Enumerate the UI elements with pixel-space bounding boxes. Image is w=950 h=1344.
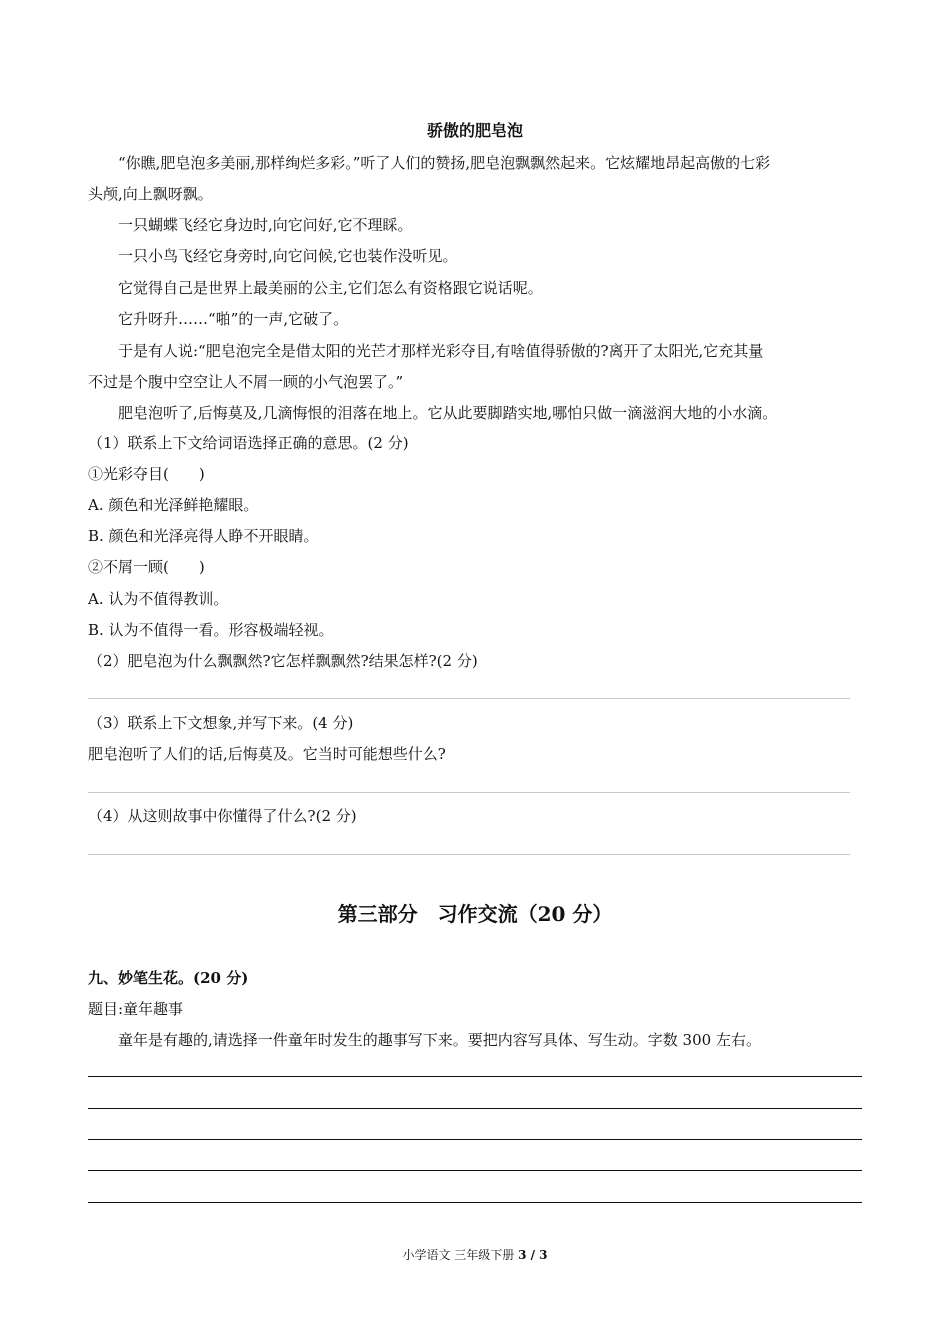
essay-writing-line[interactable] xyxy=(88,1076,862,1077)
question-1-sub2-label: ②不屑一顾( ) xyxy=(88,558,205,576)
question-1-sub1-option-a[interactable]: A. 颜色和光泽鲜艳耀眼。 xyxy=(88,496,259,514)
question-1-sub1-label: ①光彩夺目( ) xyxy=(88,465,205,483)
question-1-prompt: （1）联系上下文给词语选择正确的意思。(2 分) xyxy=(88,434,409,452)
passage-paragraph-6: 于是有人说:“肥皂泡完全是借太阳的光芒才那样光彩夺目,有啥值得骄傲的?离开了太阳光,它充其量 xyxy=(118,342,764,360)
essay-writing-line[interactable] xyxy=(88,1108,862,1109)
passage-paragraph-5: 它升呀升……“啪”的一声,它破了。 xyxy=(118,310,349,328)
essay-writing-line[interactable] xyxy=(88,1170,862,1171)
part3-heading: 第三部分 习作交流（20 分） xyxy=(337,902,613,926)
answer-line-q2[interactable] xyxy=(88,698,850,699)
question-1-sub1-option-b[interactable]: B. 颜色和光泽亮得人睁不开眼睛。 xyxy=(88,527,319,545)
passage-paragraph-6-cont: 不过是个腹中空空让人不屑一顾的小气泡罢了。” xyxy=(88,373,404,391)
footer-text: 小学语文 三年级下册 xyxy=(402,1248,519,1262)
essay-topic: 题目:童年趣事 xyxy=(88,1000,184,1018)
passage-paragraph-7: 肥皂泡听了,后悔莫及,几滴悔恨的泪落在地上。它从此要脚踏实地,哪怕只做一滴滋润大地的小水滴。 xyxy=(118,404,778,422)
essay-task-title: 九、妙笔生花。(20 分) xyxy=(88,969,249,987)
question-1-sub2-option-b[interactable]: B. 认为不值得一看。形容极端轻视。 xyxy=(88,621,334,639)
answer-line-q4[interactable] xyxy=(88,854,850,855)
question-4-prompt: （4）从这则故事中你懂得了什么?(2 分) xyxy=(88,807,357,825)
passage-paragraph-1: “你瞧,肥皂泡多美丽,那样绚烂多彩。”听了人们的赞扬,肥皂泡飘飘然起来。它炫耀地昂起高傲的七彩 xyxy=(118,154,771,172)
passage-paragraph-4: 它觉得自己是世界上最美丽的公主,它们怎么有资格跟它说话呢。 xyxy=(118,279,543,297)
essay-writing-line[interactable] xyxy=(88,1139,862,1140)
question-3-prompt: （3）联系上下文想象,并写下来。(4 分) xyxy=(88,714,354,732)
page-footer xyxy=(0,1247,950,1263)
page-number: 3 / 3 xyxy=(518,1248,548,1262)
question-2-prompt: （2）肥皂泡为什么飘飘然?它怎样飘飘然?结果怎样?(2 分) xyxy=(88,652,478,670)
passage-paragraph-2: 一只蝴蝶飞经它身边时,向它问好,它不理睬。 xyxy=(118,216,413,234)
question-1-sub2-option-a[interactable]: A. 认为不值得教训。 xyxy=(88,590,229,608)
question-3-sub: 肥皂泡听了人们的话,后悔莫及。它当时可能想些什么? xyxy=(88,745,446,763)
essay-writing-line[interactable] xyxy=(88,1202,862,1203)
passage-paragraph-1-cont: 头颅,向上飘呀飘。 xyxy=(88,185,213,203)
essay-instruction: 童年是有趣的,请选择一件童年时发生的趣事写下来。要把内容写具体、写生动。字数 300 左右。 xyxy=(118,1031,761,1049)
passage-paragraph-3: 一只小鸟飞经它身旁时,向它问候,它也装作没听见。 xyxy=(118,247,458,265)
passage-title: 骄傲的肥皂泡 xyxy=(426,121,523,140)
answer-line-q3[interactable] xyxy=(88,792,850,793)
